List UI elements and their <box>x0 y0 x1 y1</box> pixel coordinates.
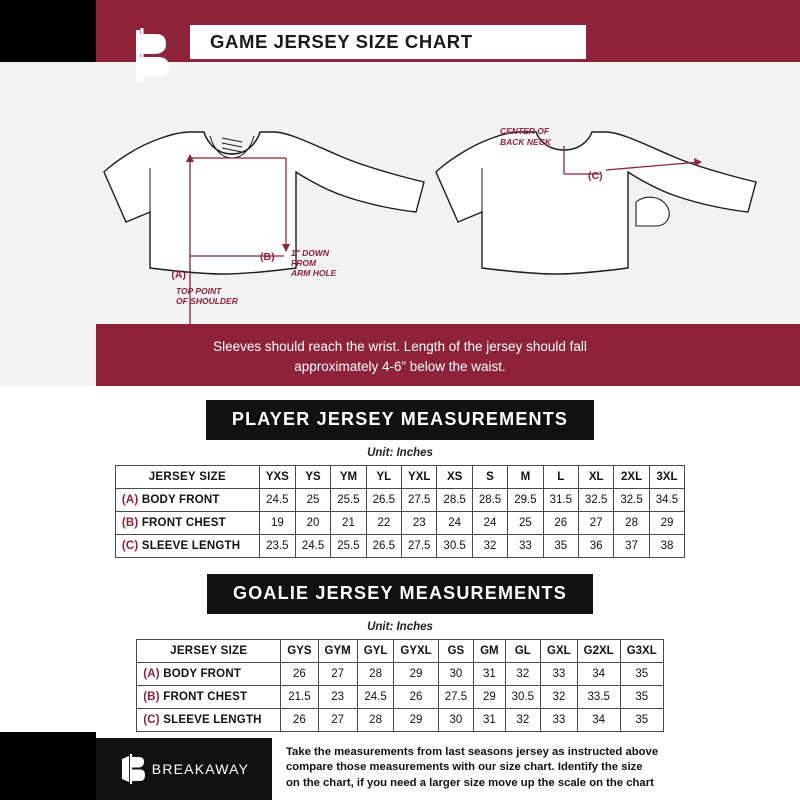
front-label-b-line2: FROM <box>291 258 317 268</box>
player-row-label-b <box>115 512 259 535</box>
cell: 33 <box>508 535 543 558</box>
goalie-size-col: GXL <box>541 640 578 663</box>
player-size-col: S <box>472 466 507 489</box>
cell: 32 <box>505 663 540 686</box>
player-section <box>0 386 800 558</box>
cell: 25.5 <box>331 535 366 558</box>
back-label-c-marker: (C) <box>588 170 603 182</box>
cell: 35 <box>543 535 578 558</box>
goalie-row-label-a <box>137 663 281 686</box>
cell: 27.5 <box>438 686 473 709</box>
cell: 30 <box>438 663 473 686</box>
goalie-size-col: GM <box>474 640 506 663</box>
player-unit-label: Unit: Inches <box>367 447 433 459</box>
cell: 32 <box>505 709 540 732</box>
table-row <box>137 709 664 732</box>
player-table-wrap <box>0 465 800 558</box>
notice-left-gray <box>0 324 96 386</box>
goalie-size-col: GYM <box>318 640 357 663</box>
notice-band <box>0 324 800 386</box>
cell: 23 <box>318 686 357 709</box>
cell: 26.5 <box>366 535 401 558</box>
cell: 20 <box>295 512 330 535</box>
cell: 26 <box>281 663 318 686</box>
footer-left-black <box>0 738 96 800</box>
player-row-label-a <box>115 489 259 512</box>
front-label-a-line1: TOP POINT <box>176 286 222 296</box>
player-size-col: 3XL <box>649 466 684 489</box>
cell: 27 <box>318 709 357 732</box>
cell: 35 <box>620 663 663 686</box>
cell: 21 <box>331 512 366 535</box>
goalie-section-title: GOALIE JERSEY MEASUREMENTS <box>207 574 593 614</box>
row-marker-c: (C) <box>121 540 139 552</box>
cell: 25 <box>295 489 330 512</box>
player-measurements-table <box>115 465 685 558</box>
cell: 31 <box>474 663 506 686</box>
notice-line-1: Sleeves should reach the wrist. Length of the jersey should fall <box>213 339 587 354</box>
cell: 32 <box>472 535 507 558</box>
table-row <box>115 489 684 512</box>
cell: 26 <box>281 709 318 732</box>
goalie-table-wrap <box>0 639 800 732</box>
cell: 35 <box>620 686 663 709</box>
footer-text-line3: on the chart, if you need a larger size move up the scale on the chart <box>286 776 654 789</box>
player-size-col: YXL <box>402 466 437 489</box>
cell: 28 <box>357 709 394 732</box>
player-size-col: M <box>508 466 543 489</box>
front-label-b-marker: (B) <box>260 251 275 263</box>
breakaway-b-logo-icon <box>112 26 172 84</box>
player-size-col: YL <box>366 466 401 489</box>
cell: 32.5 <box>578 489 613 512</box>
back-label-c-line1: CENTER OF <box>500 126 550 136</box>
cell: 19 <box>259 512 295 535</box>
header-black-bar <box>0 0 96 62</box>
row-label-text: FRONT CHEST <box>141 517 226 529</box>
row-label-text: SLEEVE LENGTH <box>141 540 241 552</box>
cell: 26.5 <box>366 489 401 512</box>
cell: 34.5 <box>649 489 684 512</box>
goalie-size-col: GL <box>505 640 540 663</box>
cell: 33 <box>541 709 578 732</box>
player-size-col: YM <box>331 466 366 489</box>
row-label-text: BODY FRONT <box>163 668 242 680</box>
cell: 29.5 <box>508 489 543 512</box>
cell: 29 <box>394 709 438 732</box>
row-marker-b: (B) <box>121 517 139 529</box>
goalie-measurements-table <box>136 639 664 732</box>
cell: 25.5 <box>331 489 366 512</box>
cell: 23 <box>402 512 437 535</box>
cell: 28 <box>357 663 394 686</box>
cell: 34 <box>577 709 620 732</box>
row-marker-a: (A) <box>121 494 139 506</box>
cell: 23.5 <box>259 535 295 558</box>
front-label-b-line1: 1" DOWN <box>291 248 330 258</box>
player-size-col: XL <box>578 466 613 489</box>
cell: 26 <box>543 512 578 535</box>
player-size-col: L <box>543 466 578 489</box>
player-size-col: XS <box>437 466 472 489</box>
player-row-label-c <box>115 535 259 558</box>
cell: 28.5 <box>437 489 472 512</box>
row-marker-c: (C) <box>143 714 160 726</box>
cell: 29 <box>649 512 684 535</box>
row-label-text: BODY FRONT <box>141 494 220 506</box>
cell: 38 <box>649 535 684 558</box>
goalie-size-col: G3XL <box>620 640 663 663</box>
back-jersey-illustration <box>436 132 756 274</box>
cell: 30 <box>438 709 473 732</box>
footer-brand-block <box>96 738 272 800</box>
table-row <box>137 663 664 686</box>
goalie-size-col: GYXL <box>394 640 438 663</box>
breakaway-b-logo-icon <box>119 752 145 786</box>
cell: 34 <box>577 663 620 686</box>
cell: 22 <box>366 512 401 535</box>
goalie-unit-label: Unit: Inches <box>367 621 433 633</box>
jersey-diagram-panel <box>0 62 800 324</box>
page-title: GAME JERSEY SIZE CHART <box>210 31 473 52</box>
goalie-section <box>0 558 800 732</box>
cell: 21.5 <box>281 686 318 709</box>
front-label-a-marker: (A) <box>171 269 186 281</box>
notice-line-2: approximately 4-6” below the waist. <box>294 358 506 374</box>
cell: 31.5 <box>543 489 578 512</box>
cell: 26 <box>394 686 438 709</box>
row-marker-a: (A) <box>143 668 160 680</box>
cell: 29 <box>394 663 438 686</box>
cell: 37 <box>614 535 649 558</box>
back-label-c-line2: BACK NECK <box>500 137 551 147</box>
front-label-a-line2: OF SHOULDER <box>176 296 238 306</box>
cell: 29 <box>474 686 506 709</box>
cell: 30.5 <box>505 686 540 709</box>
table-header-row <box>137 640 664 663</box>
cell: 27 <box>578 512 613 535</box>
goalie-size-col: GS <box>438 640 473 663</box>
jersey-diagrams-svg <box>0 62 800 324</box>
cell: 32 <box>541 686 578 709</box>
title-plate <box>190 25 586 59</box>
player-header-size-label: JERSEY SIZE <box>115 466 259 489</box>
cell: 24 <box>472 512 507 535</box>
player-size-col: 2XL <box>614 466 649 489</box>
goalie-size-col: GYL <box>357 640 394 663</box>
row-label-text: FRONT CHEST <box>163 691 248 703</box>
cell: 33.5 <box>577 686 620 709</box>
cell: 27.5 <box>402 489 437 512</box>
table-row <box>137 686 664 709</box>
footer-band <box>0 738 800 800</box>
cell: 30.5 <box>437 535 472 558</box>
goalie-size-col: GYS <box>281 640 318 663</box>
cell: 24.5 <box>357 686 394 709</box>
footer-text-line1: Take the measurements from last seasons jersey as instructed above <box>286 746 659 758</box>
cell: 35 <box>620 709 663 732</box>
front-label-b-line3: ARM HOLE <box>291 268 337 278</box>
goalie-size-col: G2XL <box>577 640 620 663</box>
cell: 36 <box>578 535 613 558</box>
player-size-col: YXS <box>259 466 295 489</box>
player-size-col: YS <box>295 466 330 489</box>
table-header-row <box>115 466 684 489</box>
goalie-header-size-label: JERSEY SIZE <box>137 640 281 663</box>
cell: 28.5 <box>472 489 507 512</box>
cell: 24.5 <box>295 535 330 558</box>
cell: 32.5 <box>614 489 649 512</box>
table-row <box>115 535 684 558</box>
footer-brand-name: BREAKAWAY <box>151 761 250 777</box>
table-row <box>115 512 684 535</box>
row-label-text: SLEEVE LENGTH <box>163 714 262 726</box>
goalie-row-label-b <box>137 686 281 709</box>
cell: 27 <box>318 663 357 686</box>
cell: 33 <box>541 663 578 686</box>
cell: 28 <box>614 512 649 535</box>
cell: 24.5 <box>259 489 295 512</box>
player-section-title: PLAYER JERSEY MEASUREMENTS <box>206 400 594 440</box>
cell: 27.5 <box>402 535 437 558</box>
footer-text-line2: compare those measurements with our size chart. Identify the size <box>286 761 643 774</box>
cell: 31 <box>474 709 506 732</box>
cell: 24 <box>437 512 472 535</box>
row-marker-b: (B) <box>143 691 160 703</box>
footer-instructions <box>272 738 800 800</box>
cell: 25 <box>508 512 543 535</box>
goalie-row-label-c <box>137 709 281 732</box>
